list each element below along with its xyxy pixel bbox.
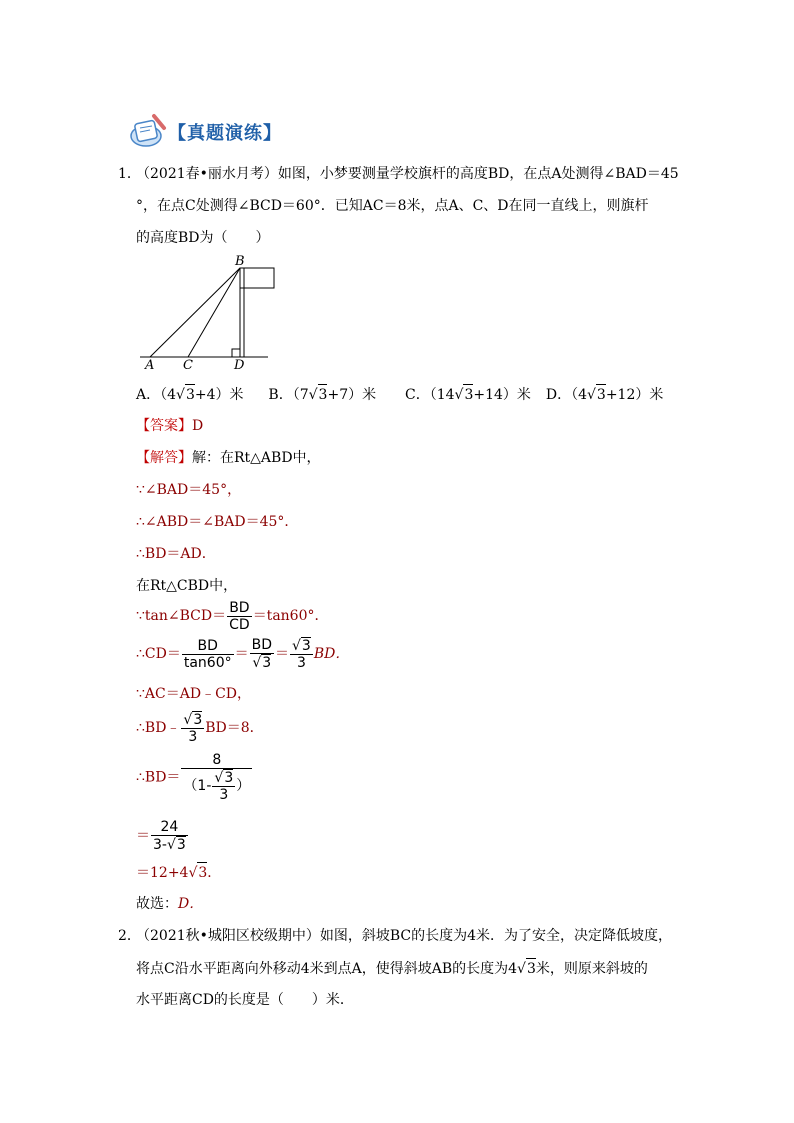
q1-solution-6: ∵tan∠BCD＝ $\frac{BD}{CD}$ ＝tan60°． <box>136 599 329 633</box>
section-title: 【真题演练】 <box>168 123 282 144</box>
q2-line-3: 水平距离CD的长度是（ ）米． <box>136 992 354 1008</box>
q1-options <box>136 384 663 405</box>
q1-solution-11: ＝ $\frac{24}{3-√3}$ <box>136 819 186 853</box>
q1-solution-12: ＝12+4√3． <box>136 862 221 883</box>
label-b: B <box>235 254 245 269</box>
q2-line-1: （2021秋•城阳区校级期中）如图，斜坡BC的长度为4米．为了安全，决定降低坡度， <box>136 928 673 944</box>
q1-solution-3: ∴∠ABD＝∠BAD＝45°． <box>136 514 299 530</box>
q1-figure <box>136 254 286 374</box>
q1-line-3: 的高度BD为（ ） <box>136 230 270 246</box>
q1-solution-9: ∴BD﹣ $\frac{√3}{3}$ BD＝8． <box>136 712 264 745</box>
q2-line-2: 将点C沿水平距离向外移动4米到点A，使得斜坡AB的长度为4√3米，则原来斜坡的 <box>136 958 648 979</box>
label-d: D <box>234 358 245 373</box>
q1-solution-8: ∵AC＝AD﹣CD， <box>136 686 252 702</box>
q1-solution-1: 【解答】解：在Rt△ABD中， <box>136 450 321 466</box>
q1-solution-13: 故选：D． <box>136 896 204 912</box>
option-a: A．（4√3+4）米 <box>136 387 244 403</box>
option-b: B．（7√3+7）米 <box>268 387 376 403</box>
answer-label: 【答案】 <box>136 418 192 434</box>
q1-solution-4: ∴BD＝AD． <box>136 546 216 562</box>
answer-value: D <box>192 418 204 434</box>
q1-solution-7: ∴CD＝ $\frac{BD}{\tan 60^\circ}$ ＝ $\frac{BD}{√3}$ ＝ $\frac{√3}{3}$ BD． <box>136 637 350 671</box>
line-ab <box>150 268 240 357</box>
q1-line-1: （2021春•丽水月考）如图，小梦要测量学校旗杆的高度BD，在点A处测得∠BAD＝45 <box>136 166 679 182</box>
line-cb <box>188 268 240 357</box>
right-angle-mark <box>232 349 240 357</box>
flag <box>240 268 274 288</box>
q2-number: 2． <box>118 928 141 944</box>
q1-answer <box>136 416 203 436</box>
header-icon <box>128 112 168 150</box>
label-a: A <box>145 358 155 373</box>
q1-solution-2: ∵∠BAD＝45°， <box>136 482 242 498</box>
q1-solution-10: ∴BD＝ 8 （1- $\frac{√3}{3}$ ） <box>136 752 251 803</box>
q1-number: 1． <box>118 166 141 182</box>
q1-line-2: °，在点C处测得∠BCD＝60°．已知AC＝8米，点A、C、D在同一直线上，则旗杆 <box>136 198 649 214</box>
label-c: C <box>183 358 193 373</box>
option-c: C．（14√3+14）米 <box>405 387 531 403</box>
q1-solution-5: 在Rt△CBD中， <box>136 578 238 594</box>
option-d: D．（4√3+12）米 <box>546 387 664 403</box>
